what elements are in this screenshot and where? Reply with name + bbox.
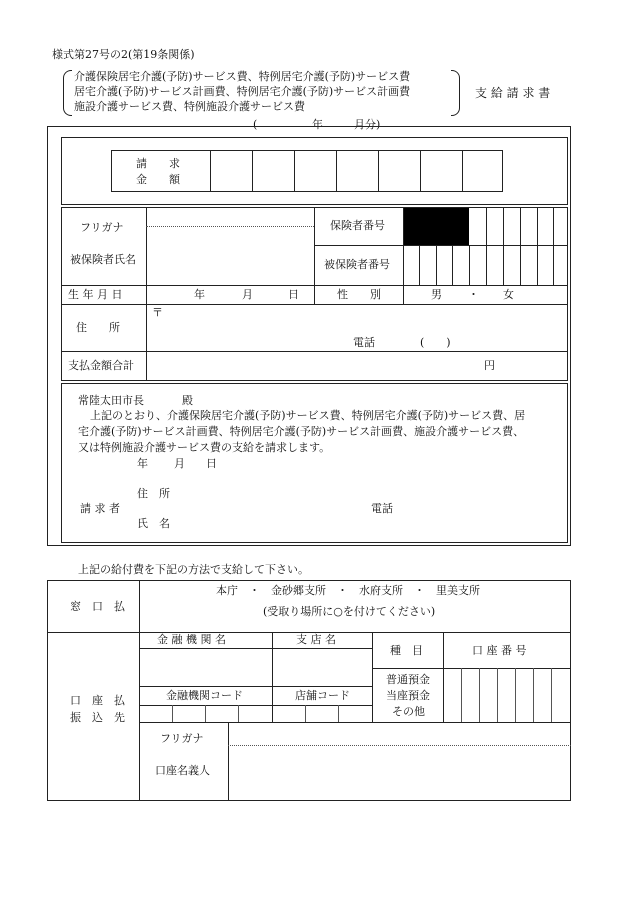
- title-line-1: 介護保険居宅介護(予防)サービス費、特例居宅介護(予防)サービス費: [74, 70, 411, 83]
- phone-paren: ( ): [420, 336, 451, 349]
- claim-amount-label-bottom: 金 額: [136, 173, 180, 186]
- birth-year: 年: [194, 288, 205, 301]
- period-year: 年: [312, 118, 323, 131]
- declaration-month: 月: [174, 457, 185, 470]
- declaration-year: 年: [137, 457, 148, 470]
- declaration-line-1: 上記のとおり、介護保険居宅介護(予防)サービス費、特例居宅介護(予防)サービス費、居: [90, 409, 526, 422]
- branch-code-label: 店舗コード: [295, 689, 350, 702]
- sex-label: 性 別: [337, 288, 381, 301]
- window-pay-label: 窓 口 払: [70, 600, 125, 613]
- sex-female: 女: [503, 288, 514, 301]
- period-month: 月分): [354, 118, 381, 131]
- total-label: 支払金額合計: [68, 359, 134, 372]
- transfer-label-1: 口 座 払: [70, 694, 125, 707]
- holder-furigana-label: フリガナ: [160, 732, 204, 745]
- claimant-label: 請 求 者: [80, 502, 120, 515]
- claimant-address-label: 住 所: [137, 487, 170, 500]
- insured-name-label: 被保険者氏名: [70, 253, 136, 266]
- declaration-honorific: 殿: [182, 394, 193, 407]
- birth-day: 日: [288, 288, 299, 301]
- sex-male: 男: [431, 288, 442, 301]
- transfer-label-2: 振 込 先: [70, 711, 125, 724]
- address-label: 住 所: [76, 321, 120, 334]
- title-suffix: 支 給 請 求 書: [475, 86, 551, 100]
- type-header: 種 目: [390, 644, 423, 657]
- total-yen: 円: [484, 359, 495, 372]
- birth-label: 生 年 月 日: [68, 288, 123, 301]
- bank-code-label: 金融機関コード: [166, 689, 243, 702]
- declaration-line-3: 又は特例施設介護サービス費の支給を請求します。: [78, 441, 331, 454]
- window-options: 本庁 ・ 金砂郷支所 ・ 水府支所 ・ 里美支所: [216, 584, 480, 597]
- claim-amount-label-top: 請 求: [136, 157, 180, 170]
- insured-no-label: 被保険者番号: [324, 258, 390, 271]
- bank-name-header: 金 融 機 関 名: [157, 633, 226, 646]
- birth-month: 月: [242, 288, 253, 301]
- postal-mark: 〒: [152, 306, 163, 319]
- window-note: (受取り場所に○を付けてください): [263, 605, 436, 618]
- title-line-3: 施設介護サービス費、特例施設介護サービス費: [74, 100, 305, 113]
- period-open: (: [253, 118, 258, 131]
- declaration-addressee: 常陸太田市長: [78, 394, 144, 407]
- phone-label: 電話: [353, 336, 375, 349]
- claimant-phone-label: 電話: [371, 502, 393, 515]
- title-line-2: 居宅介護(予防)サービス計画費、特例居宅介護(予防)サービス計画費: [74, 85, 411, 98]
- insurer-no-label: 保険者番号: [330, 219, 385, 232]
- account-type-ordinary: 普通預金: [386, 673, 430, 686]
- furigana-label: フリガナ: [80, 221, 124, 234]
- sex-separator: ・: [468, 288, 479, 301]
- account-type-current: 当座預金: [386, 689, 430, 702]
- payment-intro: 上記の給付費を下記の方法で支給して下さい。: [78, 563, 309, 576]
- account-no-header: 口 座 番 号: [472, 644, 527, 657]
- branch-name-header: 支 店 名: [296, 633, 336, 646]
- title-bracket-right: [451, 70, 460, 116]
- declaration-line-2: 宅介護(予防)サービス計画費、特例居宅介護(予防)サービス計画費、施設介護サービス費、: [78, 425, 525, 438]
- account-type-other: その他: [392, 705, 425, 718]
- title-bracket-left: [63, 70, 72, 116]
- claimant-name-label: 氏 名: [137, 517, 170, 530]
- declaration-day: 日: [206, 457, 217, 470]
- account-holder-label: 口座名義人: [155, 764, 210, 777]
- form-id: 様式第27号の2(第19条関係): [52, 48, 195, 61]
- insurer-no-shaded-cells: [404, 208, 469, 245]
